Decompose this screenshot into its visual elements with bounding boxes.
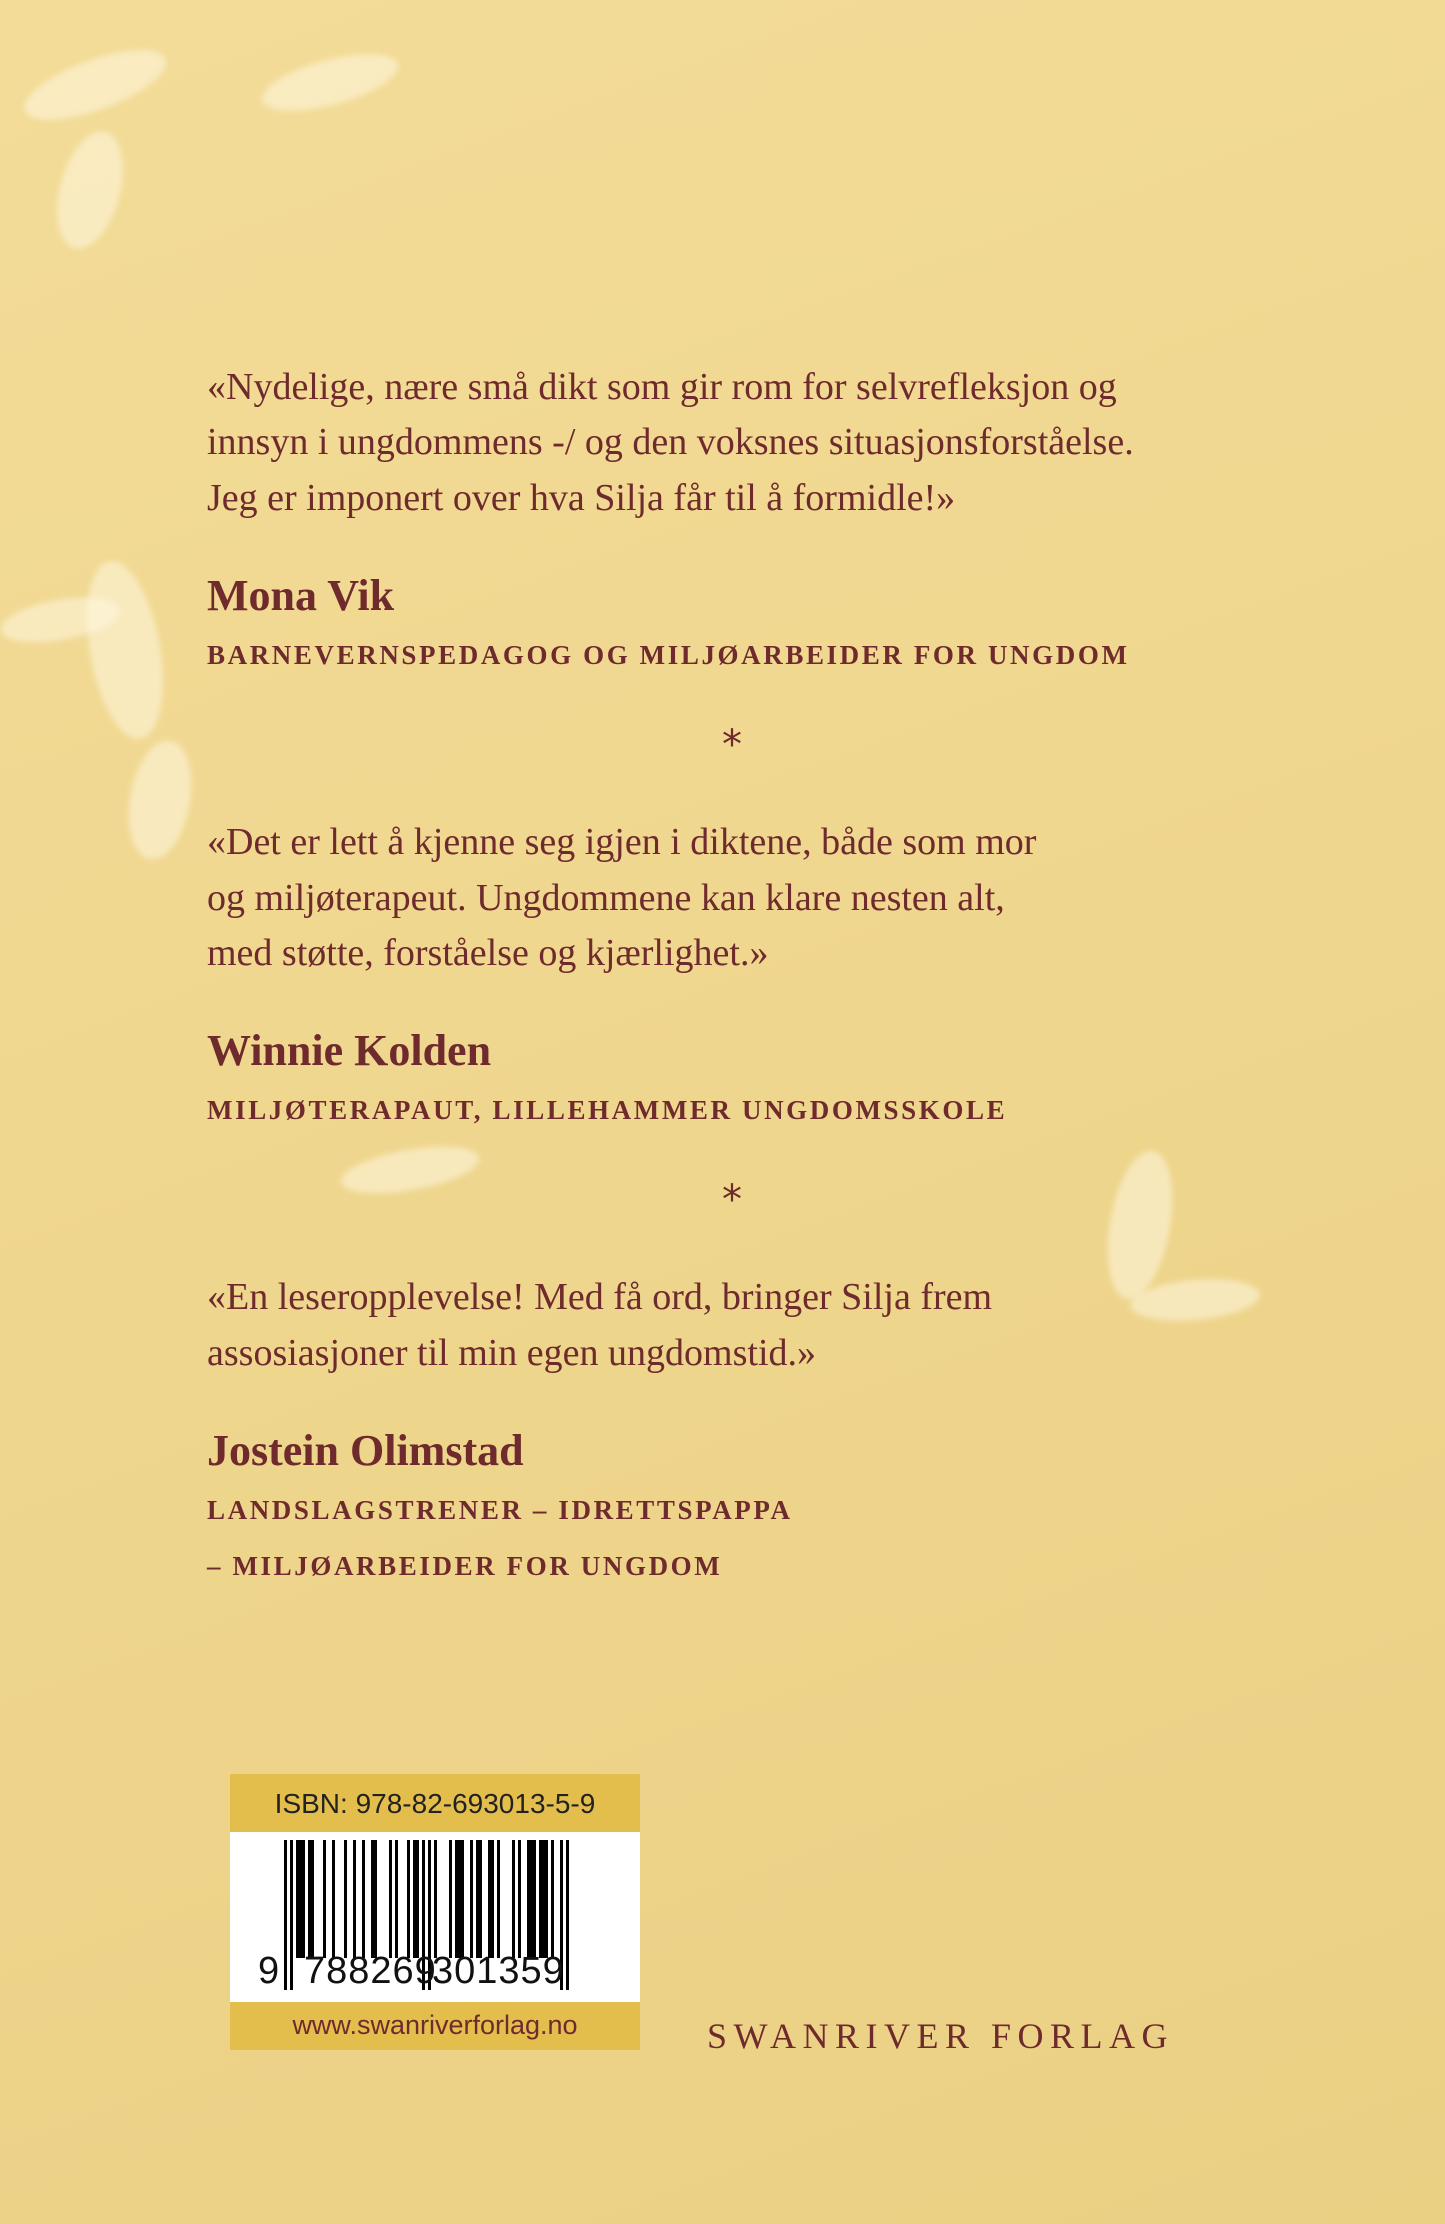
barcode-bar — [284, 1840, 287, 1990]
author-role: – MILJØARBEIDER FOR UNGDOM — [207, 1551, 723, 1581]
author-role: BARNEVERNSPEDAGOG OG MILJØARBEIDER FOR UNGDOM — [207, 640, 1130, 670]
bird-decoration — [120, 736, 200, 865]
barcode-bar — [479, 1840, 482, 1958]
barcode-digits-left: 788269 — [304, 1950, 437, 1992]
quote-line: «En leseropplevelse! Med få ord, bringer Silja frem — [207, 1276, 993, 1318]
barcode-bar — [434, 1840, 437, 1958]
barcode-bar — [491, 1840, 494, 1958]
isbn-text: ISBN: 978-82-693013-5-9 — [230, 1774, 640, 1832]
quote-line: «Det er lett å kjenne seg igjen i diktene, både som mor — [207, 821, 1037, 863]
barcode-bar — [542, 1840, 545, 1958]
barcode-bar — [470, 1840, 473, 1958]
barcode-bar — [413, 1840, 416, 1958]
quote-author: Jostein Olimstad — [207, 1426, 524, 1475]
barcode-bar — [566, 1840, 569, 1990]
barcode-bar — [362, 1840, 365, 1958]
author-role: LANDSLAGSTRENER – IDRETTSPAPPA — [207, 1495, 793, 1525]
quote-line: med støtte, forståelse og kjærlighet.» — [207, 932, 769, 974]
publisher-name: SWANRIVER FORLAG — [707, 2016, 1175, 2056]
quote-author: Winnie Kolden — [207, 1026, 492, 1075]
barcode-bar — [545, 1840, 548, 1958]
publisher-url: www.swanriverforlag.no — [230, 2002, 640, 2050]
quote-line: assosiasjoner til min egen ungdomstid.» — [207, 1332, 817, 1374]
quote-line: og miljøterapeut. Ungdommene kan klare nesten alt, — [207, 877, 1005, 919]
barcode-bar — [458, 1840, 461, 1958]
quote-line: Jeg er imponert over hva Silja får til å formidle!» — [207, 477, 956, 519]
barcode-bar — [332, 1840, 335, 1958]
barcode-bar — [299, 1840, 302, 1958]
barcode-label — [230, 1774, 640, 2050]
barcode-bar — [455, 1840, 458, 1958]
bird-decoration — [257, 43, 404, 123]
barcode-bar — [512, 1840, 515, 1958]
barcode-bar — [308, 1840, 311, 1958]
author-role: MILJØTERAPAUT, LILLEHAMMER UNGDOMSSKOLE — [207, 1095, 1008, 1125]
barcode-bar — [407, 1840, 410, 1958]
barcode-bar — [476, 1840, 479, 1958]
barcode-bar — [497, 1840, 500, 1958]
barcode-digit-first: 9 — [258, 1950, 280, 1992]
barcode-bar — [389, 1840, 392, 1958]
bird-decoration — [45, 124, 134, 255]
asterisk-separator: * — [722, 722, 742, 768]
quote-line: «Nydelige, nære små dikt som gir rom for selvrefleksjon og — [207, 366, 1117, 408]
barcode-bar — [296, 1840, 299, 1958]
barcode-bar — [353, 1840, 356, 1958]
barcode-bar — [461, 1840, 464, 1958]
barcode-bar — [488, 1840, 491, 1958]
quote-line: innsyn i ungdommens -/ og den voksnes situasjonsforståelse. — [207, 421, 1134, 463]
bird-decoration — [75, 555, 175, 744]
bird-decoration — [338, 1138, 483, 1202]
barcode-bar — [449, 1840, 452, 1958]
barcode-bar — [533, 1840, 536, 1958]
quote-author: Mona Vik — [207, 571, 395, 620]
barcode-bar — [344, 1840, 347, 1958]
barcode-bar — [527, 1840, 530, 1958]
barcode-bar — [290, 1840, 293, 1990]
barcode-bar — [551, 1840, 554, 1958]
barcode-bar — [530, 1840, 533, 1958]
barcode-bar — [539, 1840, 542, 1958]
barcode-bar — [311, 1840, 314, 1958]
barcode-bar — [371, 1840, 374, 1958]
barcode-digits-right: 301359 — [432, 1950, 565, 1992]
barcode-bar — [374, 1840, 377, 1958]
barcode — [230, 1832, 640, 2002]
asterisk-separator: * — [722, 1177, 742, 1223]
barcode-bar — [416, 1840, 419, 1958]
barcode-bar — [518, 1840, 521, 1958]
barcode-bar — [302, 1840, 305, 1958]
barcode-bar — [323, 1840, 326, 1958]
bird-decoration — [1097, 1146, 1182, 1304]
bird-decoration — [16, 36, 174, 134]
barcode-bar — [395, 1840, 398, 1958]
